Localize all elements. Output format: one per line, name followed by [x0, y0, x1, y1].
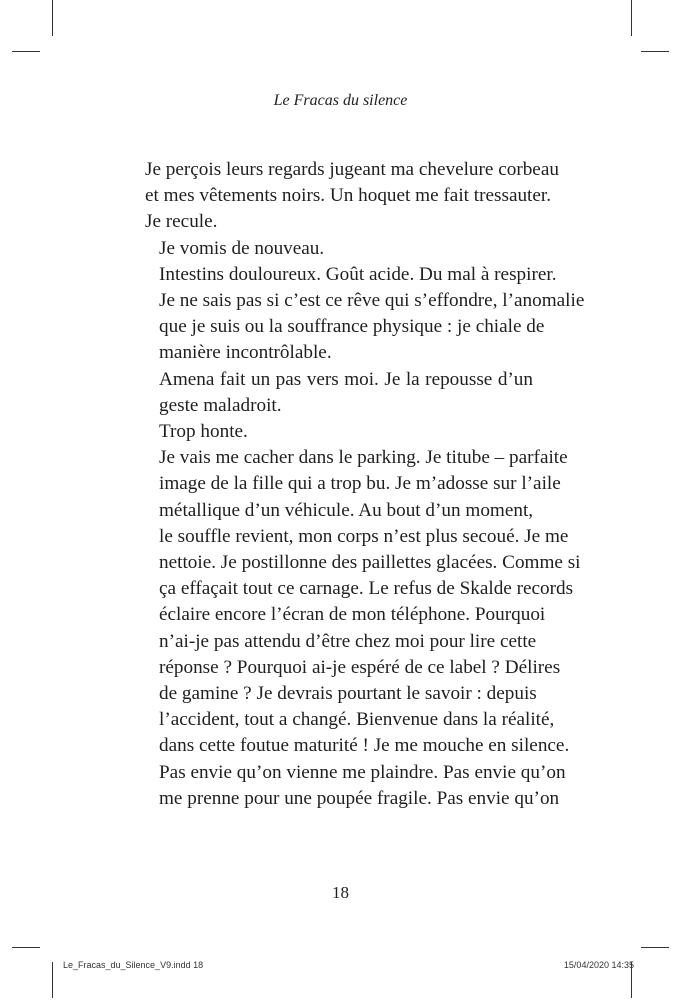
- running-head: Le Fracas du silence: [273, 92, 408, 109]
- text-line: manière incontrôlable.: [159, 342, 332, 364]
- text-line: Trop honte.: [159, 421, 248, 443]
- text-line: Amena fait un pas vers moi. Je la repousse d’un: [159, 368, 533, 390]
- paragraph: [145, 419, 533, 445]
- text-line: Intestins douloureux. Goût acide. Du mal à respirer.: [159, 263, 557, 285]
- crop-mark-bottom-left-h: [12, 947, 40, 948]
- text-line: Je vais me cacher dans le parking. Je titube – parfaite: [159, 447, 568, 469]
- text-line: Pas envie qu’on vienne me plaindre. Pas envie qu’on: [159, 761, 566, 783]
- crop-mark-top-right-v: [631, 0, 632, 36]
- text-line: me prenne pour une poupée fragile. Pas envie qu’on: [159, 787, 560, 809]
- page-number: 18: [332, 883, 349, 902]
- text-line: de gamine ? Je devrais pourtant le savoir : depuis: [159, 683, 537, 705]
- text-line: métallique d’un véhicule. Au bout d’un moment,: [159, 499, 534, 521]
- text-line: geste maladroit.: [159, 394, 282, 416]
- crop-mark-top-right-h: [641, 51, 669, 52]
- paragraph: [145, 288, 585, 367]
- paragraph: [145, 445, 581, 812]
- text-line: Je perçois leurs regards jugeant ma chevelure corbeau: [145, 159, 559, 180]
- text-line: n’ai-je pas attendu d’être chez moi pour lire cette: [159, 630, 537, 652]
- crop-mark-top-left-v: [52, 0, 53, 36]
- slug-file-info: Le_Fracas_du_Silence_V9.indd 18: [63, 960, 204, 970]
- paragraph: [145, 236, 533, 262]
- text-line: Je recule.: [145, 211, 218, 233]
- text-line: réponse ? Pourquoi ai-je espéré de ce label ? Délires: [159, 656, 561, 678]
- body-text: [145, 157, 585, 812]
- crop-mark-bottom-left-v: [52, 962, 53, 998]
- text-line: image de la fille qui a trop bu. Je m’adosse sur l’aile: [159, 473, 561, 495]
- text-line: que je suis ou la souffrance physique : je chiale de: [159, 316, 545, 338]
- text-line: le souffle revient, mon corps n’est plus secoué. Je me: [159, 525, 569, 547]
- slug-datetime: 15/04/2020 14:35: [563, 960, 634, 970]
- paragraph: [145, 262, 557, 288]
- text-line: Je vomis de nouveau.: [159, 237, 325, 259]
- crop-mark-bottom-right-h: [641, 947, 669, 948]
- text-line: dans cette foutue maturité ! Je me mouche en silence.: [159, 735, 570, 757]
- crop-mark-top-left-h: [12, 51, 40, 52]
- text-line: ça effaçait tout ce carnage. Le refus de Skalde records: [159, 578, 574, 600]
- text-line: et mes vêtements noirs. Un hoquet me fait tressauter.: [145, 185, 552, 207]
- text-line: nettoie. Je postillonne des paillettes glacées. Comme si: [159, 552, 581, 574]
- paragraph: [145, 157, 559, 236]
- text-line: l’accident, tout a changé. Bienvenue dans la réalité,: [159, 709, 555, 731]
- text-line: éclaire encore l’écran de mon téléphone. Pourquoi: [159, 604, 546, 626]
- text-line: Je ne sais pas si c’est ce rêve qui s’effondre, l’anomalie: [159, 290, 585, 312]
- paragraph: [145, 367, 533, 419]
